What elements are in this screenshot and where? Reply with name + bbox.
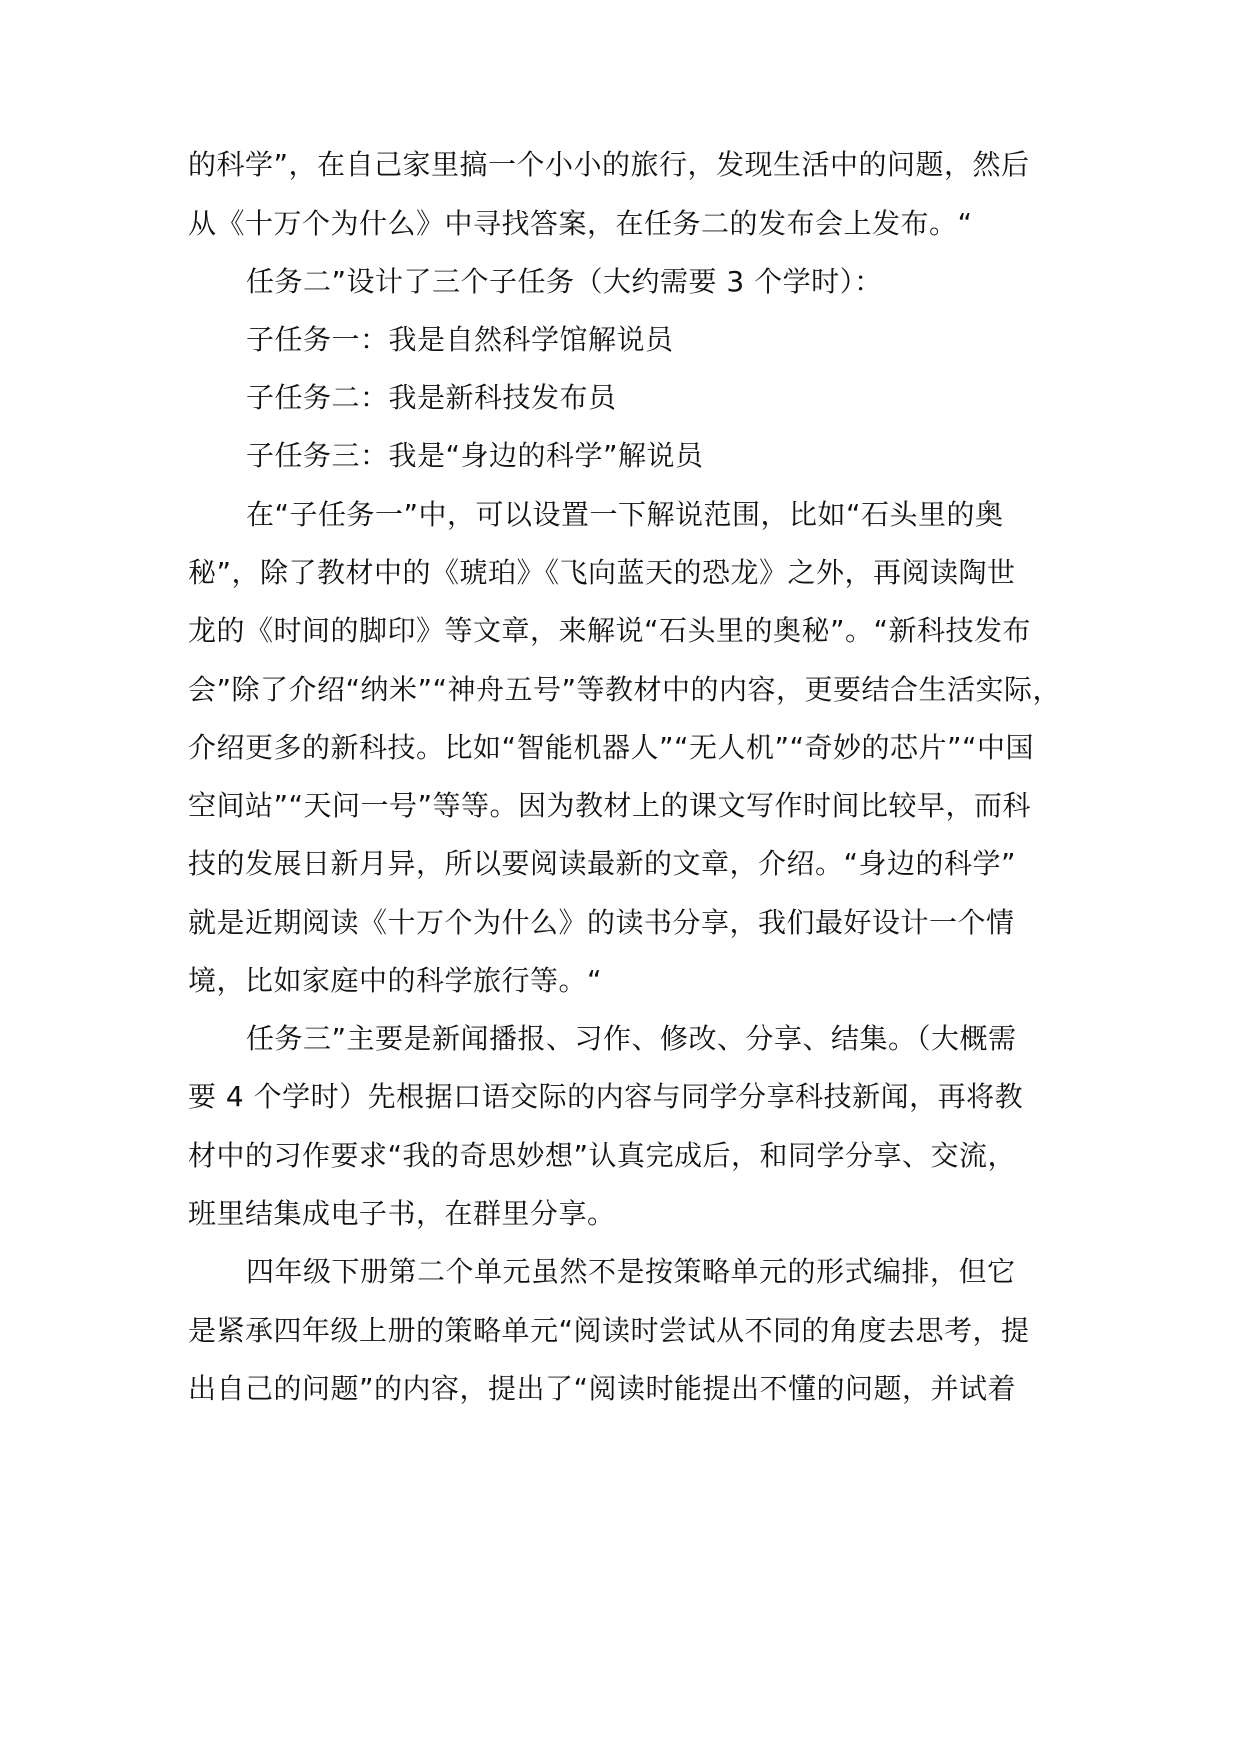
text-line: 要 4 个学时）先根据口语交际的内容与同学分享科技新闻，再将教 — [188, 1080, 1024, 1113]
text-line: 在“子任务一”中，可以设置一下解说范围，比如“石头里的奥 — [246, 498, 1004, 531]
text-line: 从《十万个为什么》中寻找答案，在任务二的发布会上发布。“ — [188, 207, 973, 240]
text-line: 任务三”主要是新闻播报、习作、修改、分享、结集。（大概需 — [246, 1022, 1017, 1055]
text-line: 任务二”设计了三个子任务（大约需要 3 个学时）： — [246, 265, 883, 298]
text-line: 班里结集成电子书，在群里分享。 — [188, 1197, 616, 1230]
text-line: 材中的习作要求“我的奇思妙想”认真完成后，和同学分享、交流， — [188, 1139, 1017, 1172]
text-line: 龙的《时间的脚印》等文章，来解说“石头里的奥秘”。“新科技发布 — [188, 614, 1032, 647]
text-line: 技的发展日新月异，所以要阅读最新的文章，介绍。“身边的科学” — [188, 847, 1017, 880]
text-line: 子任务三：我是“身边的科学”解说员 — [246, 439, 704, 472]
text-line: 的科学”，在自己家里搞一个小小的旅行，发现生活中的问题，然后 — [188, 148, 1030, 181]
text-line: 出自己的问题”的内容，提出了“阅读时能提出不懂的问题，并试着 — [188, 1372, 1017, 1405]
text-line: 子任务一：我是自然科学馆解说员 — [246, 323, 674, 356]
text-line: 是紧承四年级上册的策略单元“阅读时尝试从不同的角度去思考，提 — [188, 1314, 1030, 1347]
text-line: 四年级下册第二个单元虽然不是按策略单元的形式编排，但它 — [246, 1255, 1016, 1288]
text-line: 介绍更多的新科技。比如“智能机器人”“无人机”“奇妙的芯片”“中国 — [188, 731, 1035, 764]
text-line: 就是近期阅读《十万个为什么》的读书分享，我们最好设计一个情 — [188, 906, 1015, 939]
text-line: 空间站”“天问一号”等等。因为教材上的课文写作时间比较早，而科 — [188, 789, 1032, 822]
text-line: 会”除了介绍“纳米”“神舟五号”等教材中的内容，更要结合生活实际， — [188, 673, 1062, 706]
text-line: 境，比如家庭中的科学旅行等。“ — [188, 964, 603, 997]
text-line: 子任务二：我是新科技发布员 — [246, 381, 617, 414]
text-line: 秘”，除了教材中的《琥珀》《飞向蓝天的恐龙》之外，再阅读陶世 — [188, 556, 1016, 589]
